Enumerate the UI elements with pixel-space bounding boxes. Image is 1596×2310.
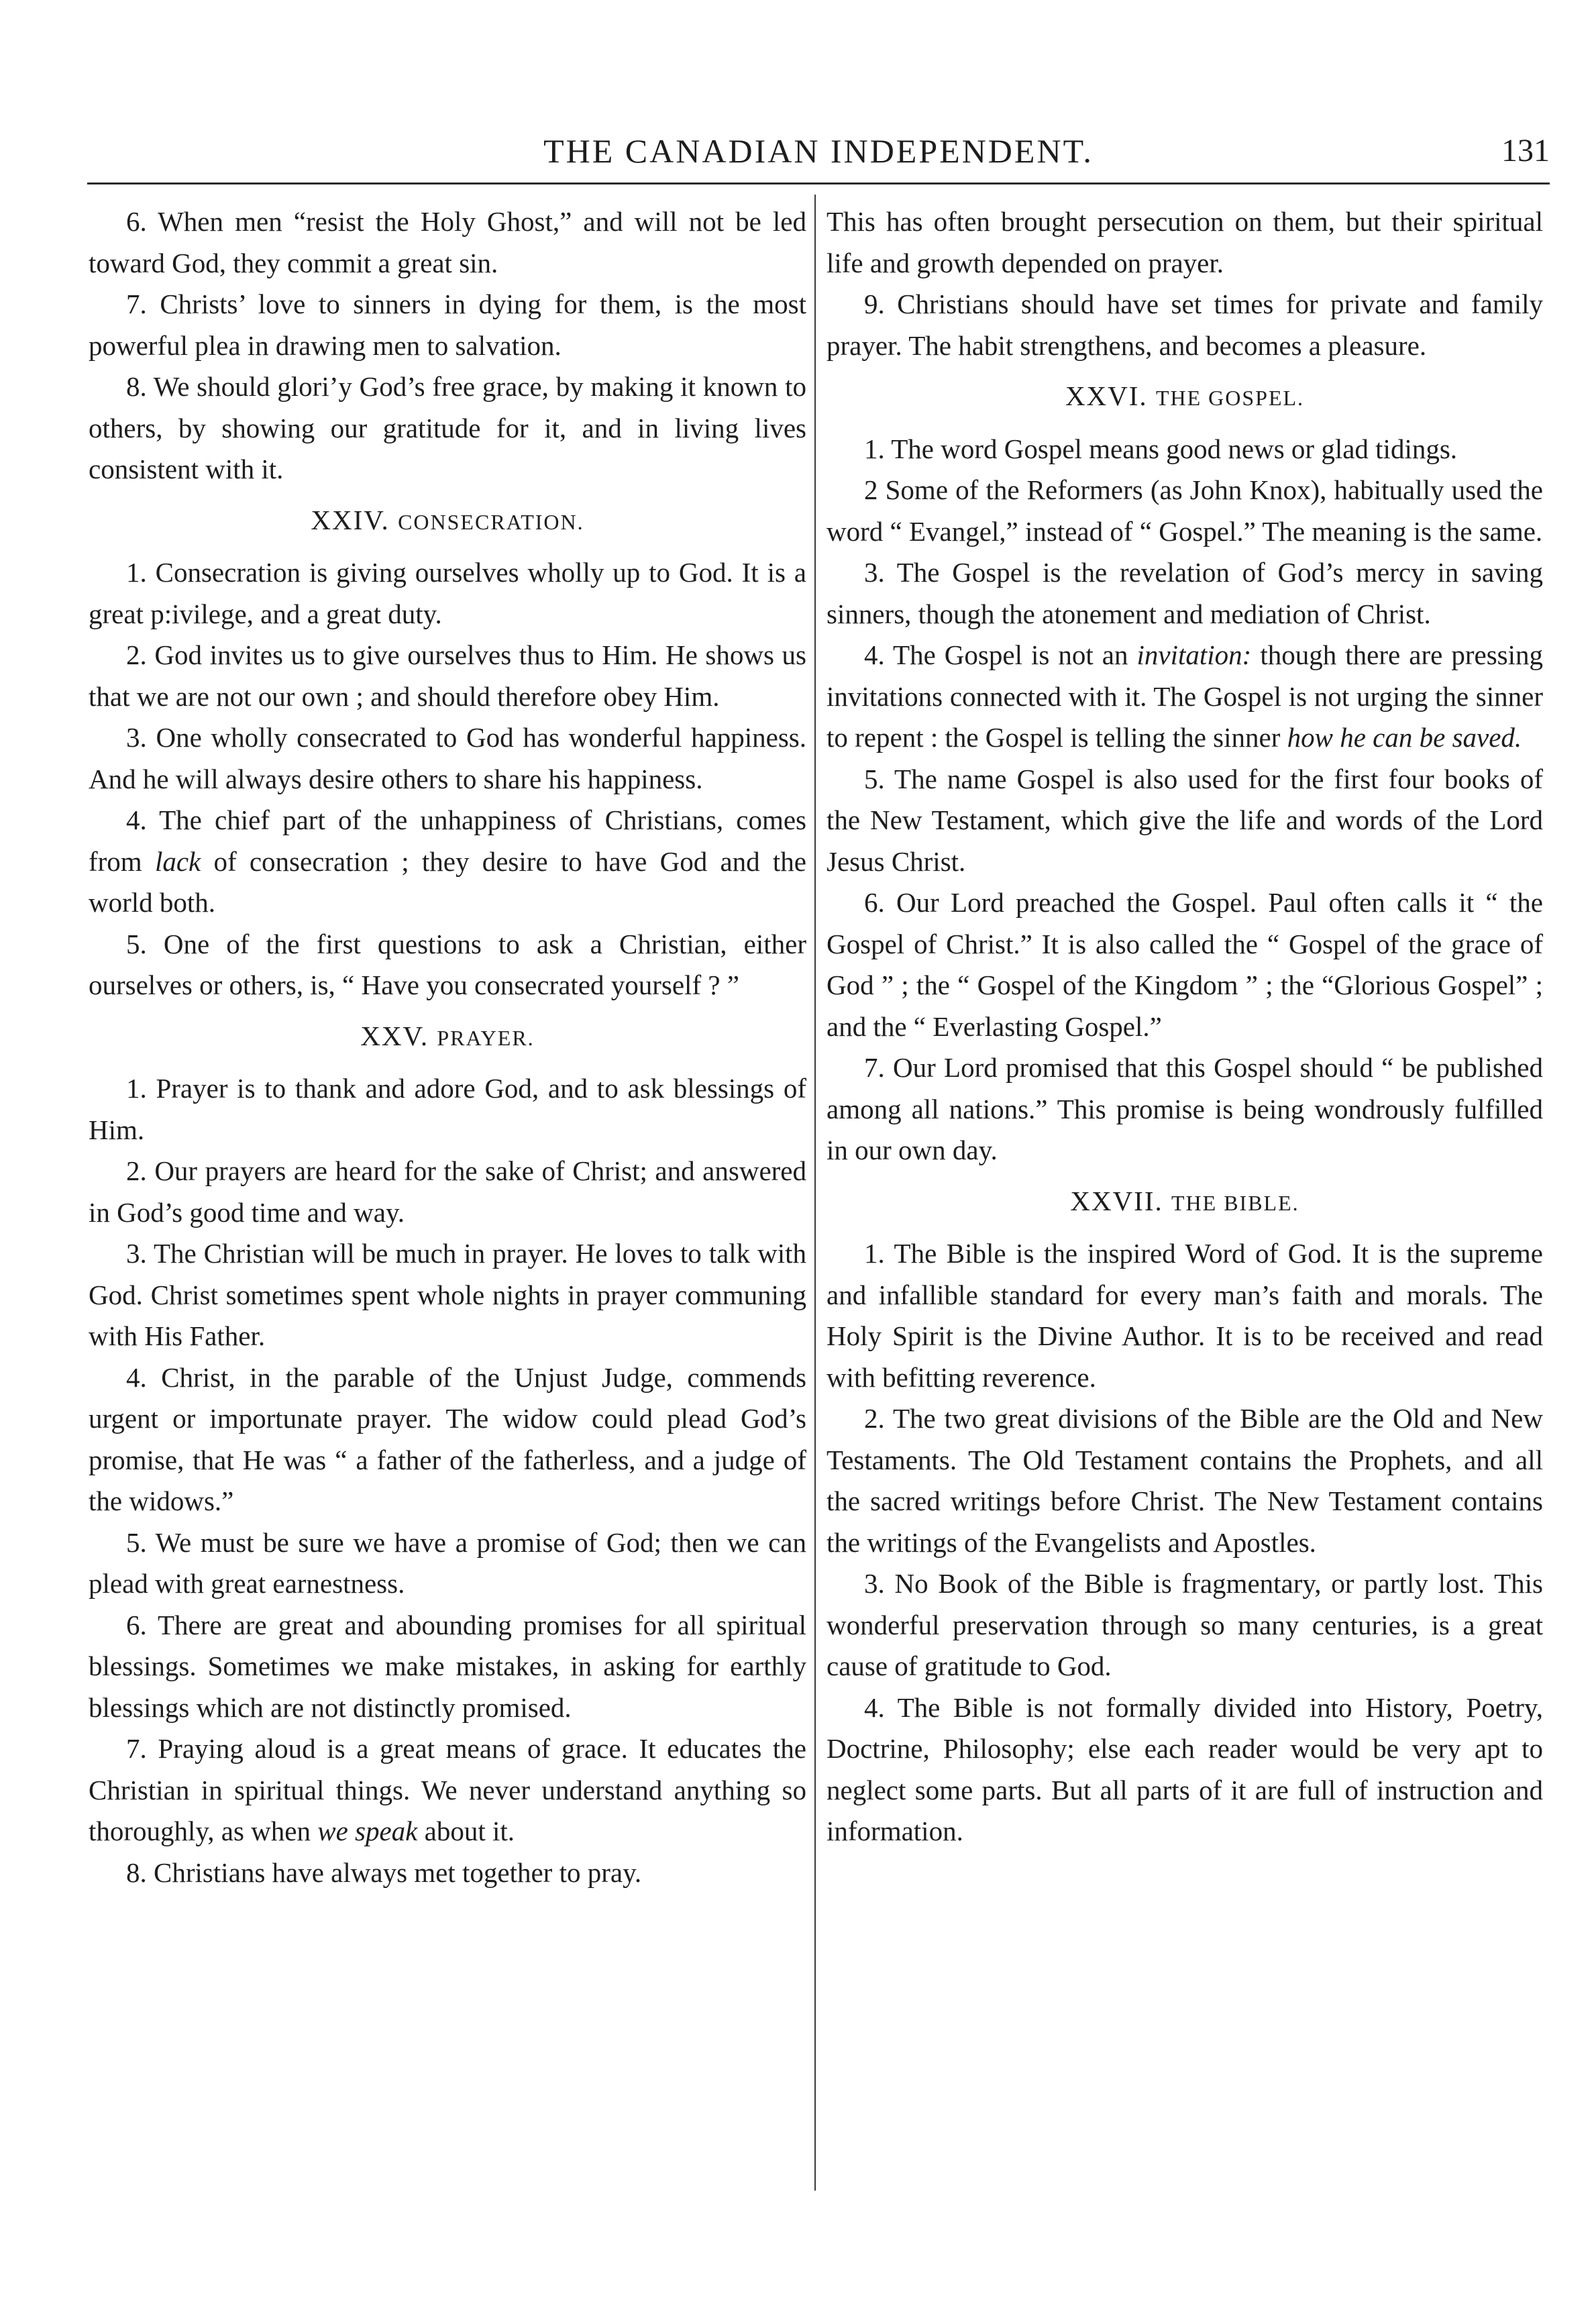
section-title: PRAYER. bbox=[437, 1025, 535, 1050]
paragraph: 4. The Bible is not formally divided into History, Poetry, Doctrine, Philosophy; else each reader would be very apt to neglect some parts. But all parts of it are full of instruction and information. bbox=[827, 1691, 1543, 1846]
text-run: about it. bbox=[417, 1816, 515, 1846]
emphasis: invitation: bbox=[1136, 639, 1252, 670]
section-number: XXVII. bbox=[1070, 1185, 1163, 1216]
paragraph: 2 Some of the Reformers (as John Knox), habitually used the word “ Evangel,” instead of “ Gospel.” The meaning is the same. bbox=[827, 474, 1543, 547]
paragraph: 8. Christians have always met together to pray. bbox=[126, 1856, 642, 1888]
paragraph: 2. The two great divisions of the Bible are the Old and New Testaments. The Old Testament contains the Prophets, and all the sacred writings before Christ. The New Testament contains the writings of the Evangelists and Apostles. bbox=[827, 1403, 1543, 1558]
paragraph-continued: This has often brought persecution on them, but their spiritual life and growth depended on prayer. bbox=[827, 206, 1543, 278]
paragraph: 1. The word Gospel means good news or glad tidings. bbox=[864, 433, 1458, 464]
paragraph: 1. Consecration is giving ourselves wholly up to God. It is a great p:ivilege, and a great duty. bbox=[89, 557, 806, 629]
left-column bbox=[89, 201, 806, 1893]
paragraph: 8. We should glori’y God’s free grace, by making it known to others, by showing our gratitude for it, and in living lives consistent with it. bbox=[89, 371, 806, 484]
paragraph bbox=[827, 635, 1543, 759]
paragraph: 3. No Book of the Bible is fragmentary, or partly lost. This wonderful preservation through so many centuries, is a great cause of gratitude to God. bbox=[827, 1568, 1543, 1681]
paragraph: 7. Our Lord promised that this Gospel should “ be published among all nations.” This promise is being wondrously fulfilled in our own day. bbox=[827, 1052, 1543, 1165]
paragraph: 1. Prayer is to thank and adore God, and to ask blessings of Him. bbox=[89, 1073, 806, 1145]
paragraph: 6. When men “resist the Holy Ghost,” and will not be led toward God, they commit a great sin. bbox=[89, 206, 806, 278]
section-heading-consecration bbox=[89, 500, 806, 543]
paragraph: 5. One of the first questions to ask a Christian, either ourselves or others, is, “ Have you consecrated yourself ? ” bbox=[89, 928, 806, 1000]
paragraph: 1. The Bible is the inspired Word of God. It is the supreme and infallible standard for every man’s faith and morals. The Holy Spirit is the Divine Author. It is to be received and read with befitting reverence. bbox=[827, 1238, 1543, 1393]
paragraph: 2. God invites us to give ourselves thus to Him. He shows us that we are not our own ; and should therefore obey Him. bbox=[89, 639, 806, 712]
section-number: XXV. bbox=[360, 1020, 429, 1051]
paragraph: 2. Our prayers are heard for the sake of Christ; and answered in God’s good time and way. bbox=[89, 1155, 806, 1228]
text-run: of consecration ; they desire to have God and the world both. bbox=[89, 845, 806, 918]
column-divider bbox=[814, 195, 816, 2191]
paragraph: 4. Christ, in the parable of the Unjust Judge, commends urgent or importunate prayer. The widow could plead God’s promise, that He was “ a father of the fatherless, and a judge of the widows.” bbox=[89, 1361, 806, 1516]
paragraph: 3. The Christian will be much in prayer. He loves to talk with God. Christ sometimes spent whole nights in prayer communing with His Father. bbox=[89, 1238, 806, 1351]
text-run: though there are pressing invitations connected with it. The Gospel is not urging the sinner to repent : the Gospel is telling the sinner bbox=[827, 639, 1543, 753]
paragraph bbox=[89, 800, 806, 924]
right-column bbox=[827, 201, 1543, 1852]
paragraph: 3. One wholly consecrated to God has wonderful happiness. And he will always desire others to share his happiness. bbox=[89, 722, 806, 794]
running-head bbox=[87, 131, 1550, 171]
paragraph: 5. The name Gospel is also used for the first four books of the New Testament, which give the life and words of the Lord Jesus Christ. bbox=[827, 763, 1543, 877]
paragraph: 6. There are great and abounding promises for all spiritual blessings. Sometimes we make mistakes, in asking for earthly blessings which are not distinctly promised. bbox=[89, 1609, 806, 1723]
paragraph: 6. Our Lord preached the Gospel. Paul often calls it “ the Gospel of Christ.” It is also called the “ Gospel of the grace of God ” ; the “ Gospel of the Kingdom ” ; the “Glorious Gospel” ; and the “ Everlasting Gospel.” bbox=[827, 887, 1543, 1042]
section-number: XXVI. bbox=[1065, 380, 1148, 411]
page-number: 131 bbox=[1501, 133, 1550, 168]
section-number: XXIV. bbox=[311, 504, 390, 535]
emphasis: how he can be saved. bbox=[1287, 722, 1522, 753]
emphasis: lack bbox=[154, 845, 201, 877]
section-heading-gospel bbox=[827, 376, 1543, 419]
section-title: THE GOSPEL. bbox=[1155, 386, 1305, 410]
paragraph bbox=[89, 1728, 806, 1852]
paragraph: 3. The Gospel is the revelation of God’s mercy in saving sinners, though the atonement and mediation of Christ. bbox=[827, 557, 1543, 629]
text-run: 4. The chief part of the unhappiness of Christians, comes from bbox=[89, 804, 806, 877]
section-title: THE BIBLE. bbox=[1171, 1190, 1299, 1215]
section-heading-prayer bbox=[89, 1016, 806, 1059]
running-title: THE CANADIAN INDEPENDENT. bbox=[543, 132, 1094, 170]
text-run: 7. Praying aloud is a great means of grace. It educates the Christian in spiritual things. We never understand anything so thoroughly, as when bbox=[89, 1733, 806, 1846]
paragraph: 7. Christs’ love to sinners in dying for them, is the most powerful plea in drawing men to salvation. bbox=[89, 288, 806, 361]
emphasis: we speak bbox=[317, 1816, 418, 1846]
text-run: 4. The Gospel is not an bbox=[864, 639, 1137, 670]
paragraph: 5. We must be sure we have a promise of God; then we can plead with great earnestness. bbox=[89, 1526, 806, 1599]
section-title: CONSECRATION. bbox=[398, 509, 584, 534]
header-rule bbox=[87, 182, 1550, 185]
section-heading-bible bbox=[827, 1181, 1543, 1224]
paragraph: 9. Christians should have set times for private and family prayer. The habit strengthens, and becomes a pleasure. bbox=[827, 288, 1543, 361]
